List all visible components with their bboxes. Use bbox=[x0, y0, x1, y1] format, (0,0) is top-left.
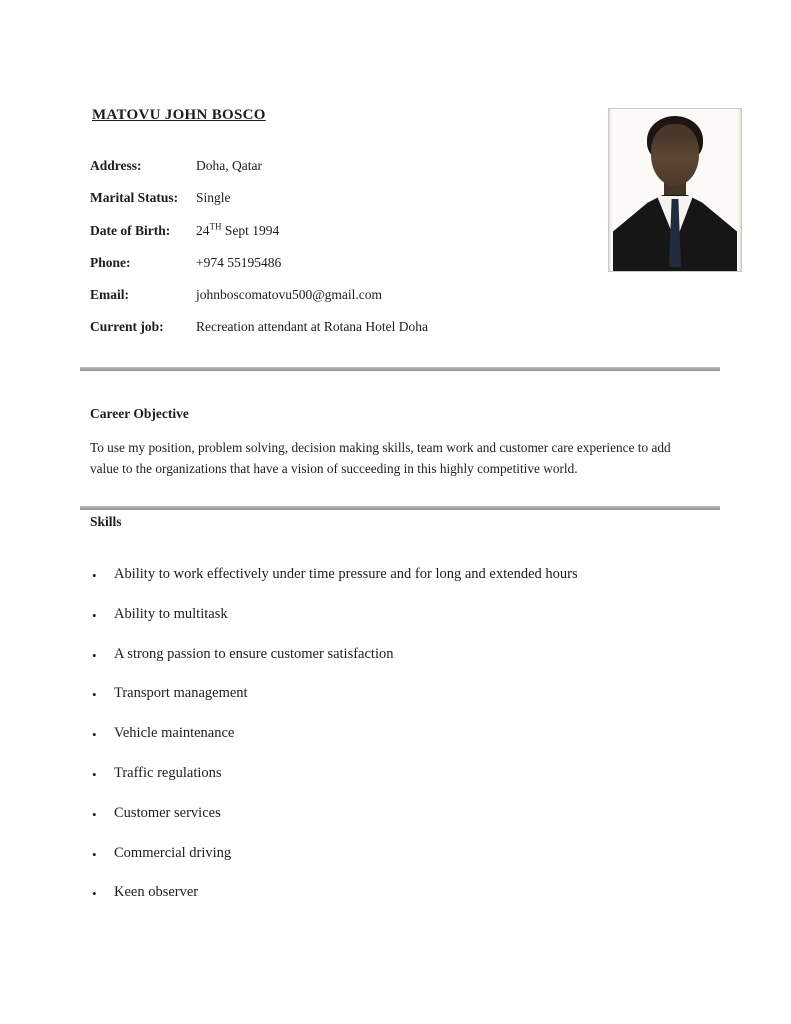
dob-rest: Sept 1994 bbox=[221, 222, 280, 238]
skill-text: Transport management bbox=[114, 685, 248, 702]
contact-label-marital-status: Marital Status: bbox=[90, 190, 179, 206]
contact-label-email: Email: bbox=[90, 287, 129, 303]
skill-item bbox=[92, 685, 578, 725]
skill-text: Ability to work effectively under time pressure and for long and extended hours bbox=[114, 566, 578, 582]
bullet-icon: • bbox=[92, 687, 97, 703]
contact-label-address: Address: bbox=[90, 158, 142, 173]
contact-row-email bbox=[90, 287, 570, 319]
contact-row-phone bbox=[90, 255, 570, 287]
skill-item bbox=[92, 725, 578, 765]
career-objective-text: To use my position, problem solving, decision making skills, team work and customer care experience to add value to the organizations that have a vision of succeeding in this highly competitive world. bbox=[90, 440, 671, 476]
contact-row-date-of-birth bbox=[90, 223, 570, 255]
contact-label-date-of-birth: Date of Birth: bbox=[90, 222, 171, 238]
contact-value-address: Doha, Qatar bbox=[196, 158, 262, 173]
contact-label-current-job: Current job: bbox=[90, 319, 164, 335]
section-divider-skills bbox=[80, 506, 720, 510]
dob-ordinal: TH bbox=[209, 221, 222, 232]
bullet-icon: • bbox=[92, 568, 97, 583]
skill-text: Keen observer bbox=[114, 884, 199, 901]
contact-row-address bbox=[90, 158, 570, 190]
section-divider-top bbox=[80, 367, 720, 371]
contact-value-email: johnboscomatovu500@gmail.com bbox=[196, 287, 383, 303]
career-objective-heading: Career Objective bbox=[90, 406, 189, 421]
skills-heading: Skills bbox=[90, 514, 122, 529]
skill-item bbox=[92, 805, 578, 845]
skill-item bbox=[92, 884, 578, 924]
skill-item bbox=[92, 765, 578, 805]
dob-day: 24 bbox=[196, 222, 210, 238]
profile-photo bbox=[608, 108, 742, 272]
bullet-icon: • bbox=[92, 727, 97, 743]
bullet-icon: • bbox=[92, 846, 97, 862]
contact-row-marital-status bbox=[90, 190, 570, 222]
contact-value-current-job: Recreation attendant at Rotana Hotel Doha bbox=[196, 319, 429, 335]
skill-item bbox=[92, 566, 578, 606]
contact-label-phone: Phone: bbox=[90, 254, 131, 270]
skill-item bbox=[92, 845, 578, 885]
bullet-icon: • bbox=[92, 607, 97, 623]
bullet-icon: • bbox=[92, 806, 97, 822]
skill-text: Traffic regulations bbox=[114, 764, 222, 781]
skill-text: A strong passion to ensure customer satisfaction bbox=[114, 645, 394, 662]
skills-list bbox=[92, 566, 578, 924]
bullet-icon: • bbox=[92, 647, 97, 663]
skill-text: Vehicle maintenance bbox=[114, 725, 235, 742]
skill-text: Commercial driving bbox=[114, 844, 232, 861]
bullet-icon: • bbox=[92, 766, 97, 782]
skill-text: Ability to multitask bbox=[114, 605, 228, 622]
skill-text: Customer services bbox=[114, 804, 221, 821]
bullet-icon: • bbox=[92, 886, 97, 902]
contact-value-marital-status: Single bbox=[196, 190, 231, 206]
contact-info bbox=[90, 158, 570, 352]
skill-item bbox=[92, 646, 578, 686]
skill-item bbox=[92, 606, 578, 646]
photo-face-shape bbox=[651, 124, 699, 186]
contact-value-date-of-birth bbox=[196, 223, 279, 239]
contact-row-current-job bbox=[90, 319, 570, 351]
page-title: MATOVU JOHN BOSCO bbox=[92, 107, 266, 123]
contact-value-phone: +974 55195486 bbox=[196, 254, 282, 270]
